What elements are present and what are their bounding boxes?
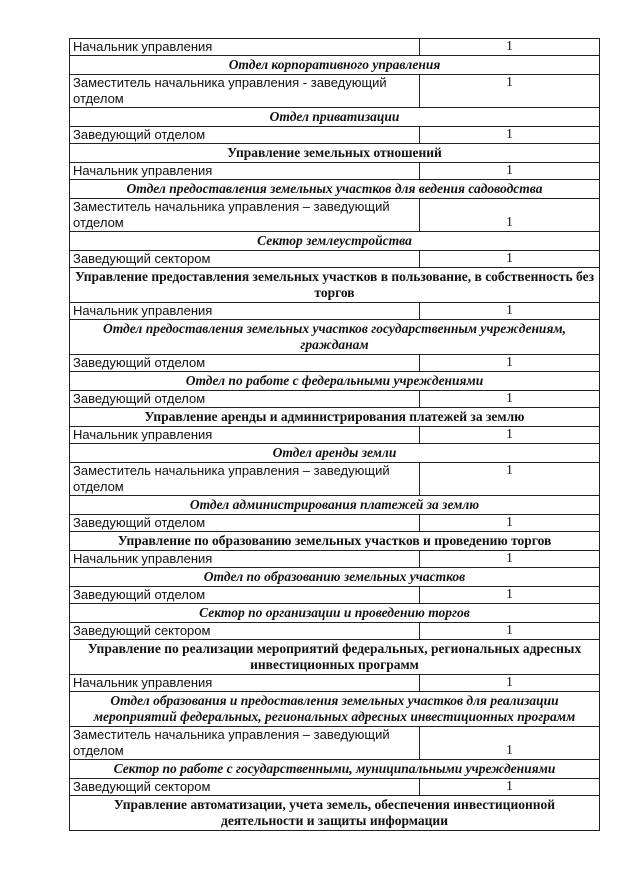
position-cell: Заведующий отделом bbox=[70, 391, 420, 408]
position-cell: Заместитель начальника управления – заведующий отделом bbox=[70, 199, 420, 232]
table-row bbox=[70, 427, 600, 444]
section-row bbox=[70, 796, 600, 831]
table-body bbox=[70, 39, 600, 831]
table-row bbox=[70, 623, 600, 640]
position-cell: Заместитель начальника управления - заведующий отделом bbox=[70, 75, 420, 108]
section-row bbox=[70, 268, 600, 303]
count-cell: 1 bbox=[420, 163, 600, 180]
count-cell: 1 bbox=[420, 463, 600, 496]
table-row bbox=[70, 39, 600, 56]
position-cell: Заведующий сектором bbox=[70, 779, 420, 796]
section-row bbox=[70, 108, 600, 127]
section-title: Отдел образования и предоставления земельных участков для реализации мероприятий федеральных, региональных адресных инвестиционных программ bbox=[70, 692, 600, 727]
position-cell: Начальник управления bbox=[70, 39, 420, 56]
table-row bbox=[70, 391, 600, 408]
section-row bbox=[70, 56, 600, 75]
section-title: Управление аренды и администрирования платежей за землю bbox=[70, 408, 600, 427]
section-title: Сектор по работе с государственными, муниципальными учреждениями bbox=[70, 760, 600, 779]
count-cell: 1 bbox=[420, 127, 600, 144]
section-row bbox=[70, 640, 600, 675]
section-title: Управление предоставления земельных участков в пользование, в собственность без торгов bbox=[70, 268, 600, 303]
section-title: Отдел администрирования платежей за землю bbox=[70, 496, 600, 515]
position-cell: Начальник управления bbox=[70, 303, 420, 320]
section-title: Управление автоматизации, учета земель, обеспечения инвестиционной деятельности и защиты информации bbox=[70, 796, 600, 831]
section-title: Управление по реализации мероприятий федеральных, региональных адресных инвестиционных программ bbox=[70, 640, 600, 675]
section-row bbox=[70, 408, 600, 427]
table-row bbox=[70, 675, 600, 692]
section-row bbox=[70, 496, 600, 515]
table-row bbox=[70, 515, 600, 532]
section-row bbox=[70, 568, 600, 587]
section-row bbox=[70, 604, 600, 623]
table-row bbox=[70, 303, 600, 320]
section-row bbox=[70, 320, 600, 355]
position-cell: Заведующий отделом bbox=[70, 127, 420, 144]
section-title: Отдел приватизации bbox=[70, 108, 600, 127]
table-row bbox=[70, 355, 600, 372]
count-cell: 1 bbox=[420, 515, 600, 532]
count-cell: 1 bbox=[420, 251, 600, 268]
table-row bbox=[70, 463, 600, 496]
position-cell: Заместитель начальника управления – заведующий отделом bbox=[70, 727, 420, 760]
table-row bbox=[70, 251, 600, 268]
table-row bbox=[70, 779, 600, 796]
section-title: Управление по образованию земельных участков и проведению торгов bbox=[70, 532, 600, 551]
section-row bbox=[70, 180, 600, 199]
position-cell: Заведующий отделом bbox=[70, 587, 420, 604]
section-row bbox=[70, 144, 600, 163]
section-row bbox=[70, 760, 600, 779]
count-cell: 1 bbox=[420, 779, 600, 796]
count-cell: 1 bbox=[420, 427, 600, 444]
staff-table bbox=[69, 38, 600, 831]
table-row bbox=[70, 199, 600, 232]
section-title: Управление земельных отношений bbox=[70, 144, 600, 163]
position-cell: Начальник управления bbox=[70, 675, 420, 692]
position-cell: Заместитель начальника управления – заведующий отделом bbox=[70, 463, 420, 496]
section-title: Сектор по организации и проведению торгов bbox=[70, 604, 600, 623]
count-cell: 1 bbox=[420, 355, 600, 372]
section-title: Отдел корпоративного управления bbox=[70, 56, 600, 75]
section-title: Отдел предоставления земельных участков государственным учреждениям, гражданам bbox=[70, 320, 600, 355]
position-cell: Заведующий сектором bbox=[70, 623, 420, 640]
count-cell: 1 bbox=[420, 623, 600, 640]
section-title: Сектор землеустройства bbox=[70, 232, 600, 251]
count-cell: 1 bbox=[420, 303, 600, 320]
position-cell: Заведующий сектором bbox=[70, 251, 420, 268]
section-row bbox=[70, 444, 600, 463]
position-cell: Начальник управления bbox=[70, 163, 420, 180]
table-row bbox=[70, 75, 600, 108]
table-row bbox=[70, 127, 600, 144]
section-title: Отдел по образованию земельных участков bbox=[70, 568, 600, 587]
position-cell: Начальник управления bbox=[70, 551, 420, 568]
table-row bbox=[70, 587, 600, 604]
count-cell: 1 bbox=[420, 551, 600, 568]
section-row bbox=[70, 532, 600, 551]
section-title: Отдел предоставления земельных участков для ведения садоводства bbox=[70, 180, 600, 199]
position-cell: Начальник управления bbox=[70, 427, 420, 444]
table-row bbox=[70, 727, 600, 760]
count-cell: 1 bbox=[420, 391, 600, 408]
position-cell: Заведующий отделом bbox=[70, 355, 420, 372]
count-cell: 1 bbox=[420, 39, 600, 56]
section-row bbox=[70, 372, 600, 391]
section-title: Отдел по работе с федеральными учреждениями bbox=[70, 372, 600, 391]
count-cell: 1 bbox=[420, 675, 600, 692]
count-cell: 1 bbox=[420, 727, 600, 760]
section-title: Отдел аренды земли bbox=[70, 444, 600, 463]
table-row bbox=[70, 163, 600, 180]
section-row bbox=[70, 232, 600, 251]
count-cell: 1 bbox=[420, 587, 600, 604]
table-row bbox=[70, 551, 600, 568]
count-cell: 1 bbox=[420, 75, 600, 108]
section-row bbox=[70, 692, 600, 727]
count-cell: 1 bbox=[420, 199, 600, 232]
position-cell: Заведующий отделом bbox=[70, 515, 420, 532]
